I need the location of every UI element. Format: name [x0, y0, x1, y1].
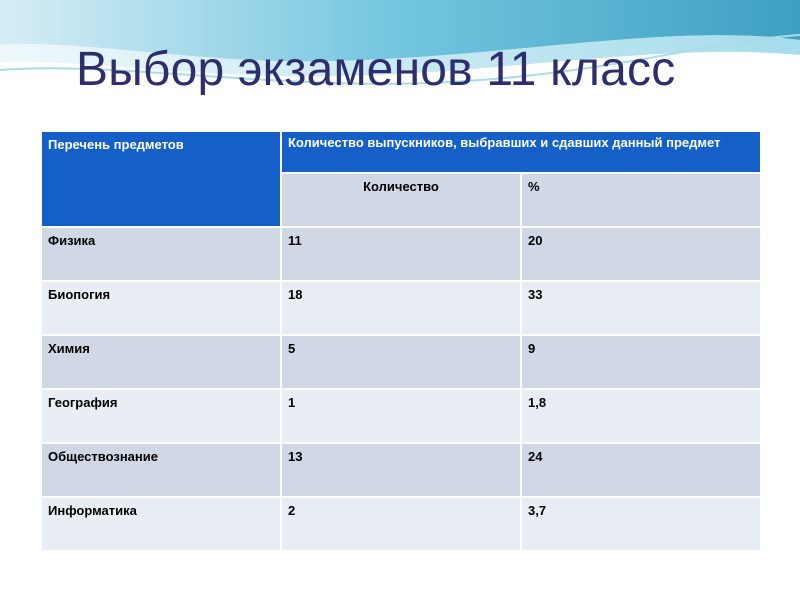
cell-subject: Информатика	[41, 497, 281, 551]
page-title: Выбор экзаменов 11 класс	[76, 43, 676, 96]
cell-count: 5	[281, 335, 521, 389]
table-row	[41, 497, 761, 551]
cell-count: 13	[281, 443, 521, 497]
cell-percent: 24	[521, 443, 761, 497]
header-graduates: Количество выпускников, выбравших и сдавших данный предмет	[281, 131, 761, 173]
cell-subject: Биопогия	[41, 281, 281, 335]
cell-subject: Обществознание	[41, 443, 281, 497]
cell-count: 1	[281, 389, 521, 443]
cell-percent: 33	[521, 281, 761, 335]
exam-table	[40, 130, 762, 552]
table-row	[41, 227, 761, 281]
subheader-percent: %	[521, 173, 761, 227]
header-subjects: Перечень предметов	[41, 131, 281, 227]
cell-subject: География	[41, 389, 281, 443]
cell-subject: Химия	[41, 335, 281, 389]
table-row	[41, 281, 761, 335]
table-row	[41, 335, 761, 389]
cell-subject: Физика	[41, 227, 281, 281]
subheader-count: Количество	[281, 173, 521, 227]
table-row	[41, 443, 761, 497]
cell-percent: 20	[521, 227, 761, 281]
cell-count: 11	[281, 227, 521, 281]
table-row	[41, 389, 761, 443]
cell-percent: 3,7	[521, 497, 761, 551]
cell-percent: 1,8	[521, 389, 761, 443]
cell-percent: 9	[521, 335, 761, 389]
cell-count: 18	[281, 281, 521, 335]
cell-count: 2	[281, 497, 521, 551]
